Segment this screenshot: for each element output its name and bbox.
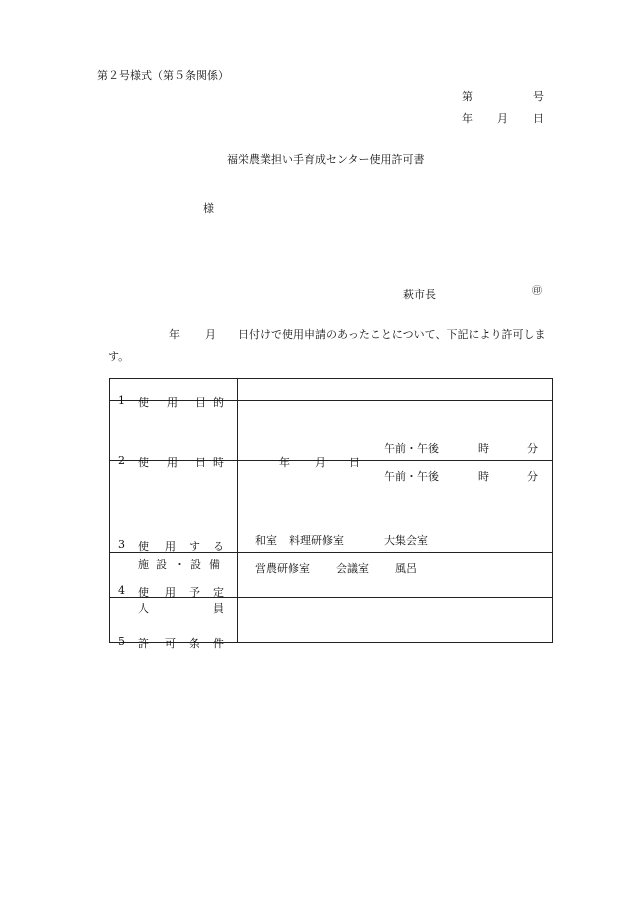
facility-cooking-room[interactable]: 料理研修室 <box>289 533 344 547</box>
label-char: 人 <box>138 602 149 615</box>
label-char: 予 <box>189 586 200 599</box>
body-month: 月 <box>205 328 216 341</box>
row-number: 3 <box>118 537 125 551</box>
body-line2: す。 <box>108 350 130 363</box>
time1-ampm: 午前・午後 <box>384 441 439 455</box>
label-char: 日 <box>195 455 206 469</box>
value-datetime[interactable] <box>238 401 553 483</box>
row-number: 2 <box>118 453 125 467</box>
label-char: 的 <box>213 395 224 409</box>
table-row-conditions <box>110 598 553 643</box>
label-char: 目 <box>195 395 206 409</box>
facility-bath[interactable]: 風呂 <box>395 561 417 575</box>
date-month-label: 月 <box>315 455 326 469</box>
addressee-suffix: 様 <box>203 202 214 215</box>
label-purpose <box>110 379 238 409</box>
number-gou: 号 <box>533 90 544 103</box>
label-char: ・ <box>174 557 185 571</box>
label-char: 可 <box>165 637 176 650</box>
label-datetime <box>110 401 238 469</box>
time1-hour-label: 時 <box>478 441 489 455</box>
row-number: 1 <box>118 393 125 407</box>
label-char: 用 <box>167 395 178 409</box>
label-char: 時 <box>213 455 224 469</box>
time1-minute-label: 分 <box>527 441 538 455</box>
label-char: 定 <box>213 586 224 599</box>
value-conditions[interactable] <box>238 598 553 643</box>
label-char: 用 <box>167 455 178 469</box>
label-char: 用 <box>165 586 176 599</box>
date-day-label: 日 <box>349 455 360 469</box>
label-char: 設 <box>156 557 167 571</box>
row-number: 4 <box>118 584 125 597</box>
label-char: 許 <box>138 637 149 650</box>
value-purpose[interactable] <box>238 379 553 401</box>
table-row-datetime <box>110 401 553 461</box>
label-char: 施 <box>138 557 149 571</box>
label-char: る <box>213 539 224 553</box>
time2-minute-label: 分 <box>527 469 538 483</box>
body-line1: 日付けで使用申請のあったことについて、下記により許可しま <box>238 328 546 341</box>
label-facilities <box>110 461 238 571</box>
label-char: 設 <box>190 557 201 571</box>
label-char: 員 <box>213 602 224 615</box>
label-char: 使 <box>138 586 149 599</box>
table-row-purpose <box>110 379 553 401</box>
facility-japanese-room[interactable]: 和室 <box>255 533 277 547</box>
label-char: 件 <box>213 637 224 650</box>
label-char: 使 <box>138 455 149 469</box>
facility-large-hall[interactable]: 大集会室 <box>384 533 428 547</box>
facility-farming-room[interactable]: 営農研修室 <box>255 561 310 575</box>
label-char: 備 <box>209 557 220 571</box>
permit-table <box>109 378 553 650</box>
body-year: 年 <box>169 328 180 341</box>
time2-hour-label: 時 <box>478 469 489 483</box>
seal-mark: ㊞ <box>532 286 542 297</box>
label-char: 使 <box>138 539 149 553</box>
date-year-label: 年 <box>279 455 290 469</box>
issuer-name: 萩市長 <box>403 288 436 301</box>
label-char: 条 <box>189 637 200 650</box>
label-char: す <box>189 539 200 553</box>
date-month: 月 <box>497 112 508 125</box>
label-char: 用 <box>165 539 176 553</box>
facility-meeting-room[interactable]: 会議室 <box>336 561 369 575</box>
time2-ampm: 午前・午後 <box>384 469 439 483</box>
document-title: 福栄農業担い手育成センター使用許可書 <box>227 153 425 166</box>
label-char: 使 <box>138 395 149 409</box>
number-dai: 第 <box>462 90 473 103</box>
date-day: 日 <box>533 112 544 125</box>
form-number: 第２号様式（第５条関係） <box>97 69 229 82</box>
date-year: 年 <box>462 112 473 125</box>
row-number: 5 <box>118 635 125 648</box>
